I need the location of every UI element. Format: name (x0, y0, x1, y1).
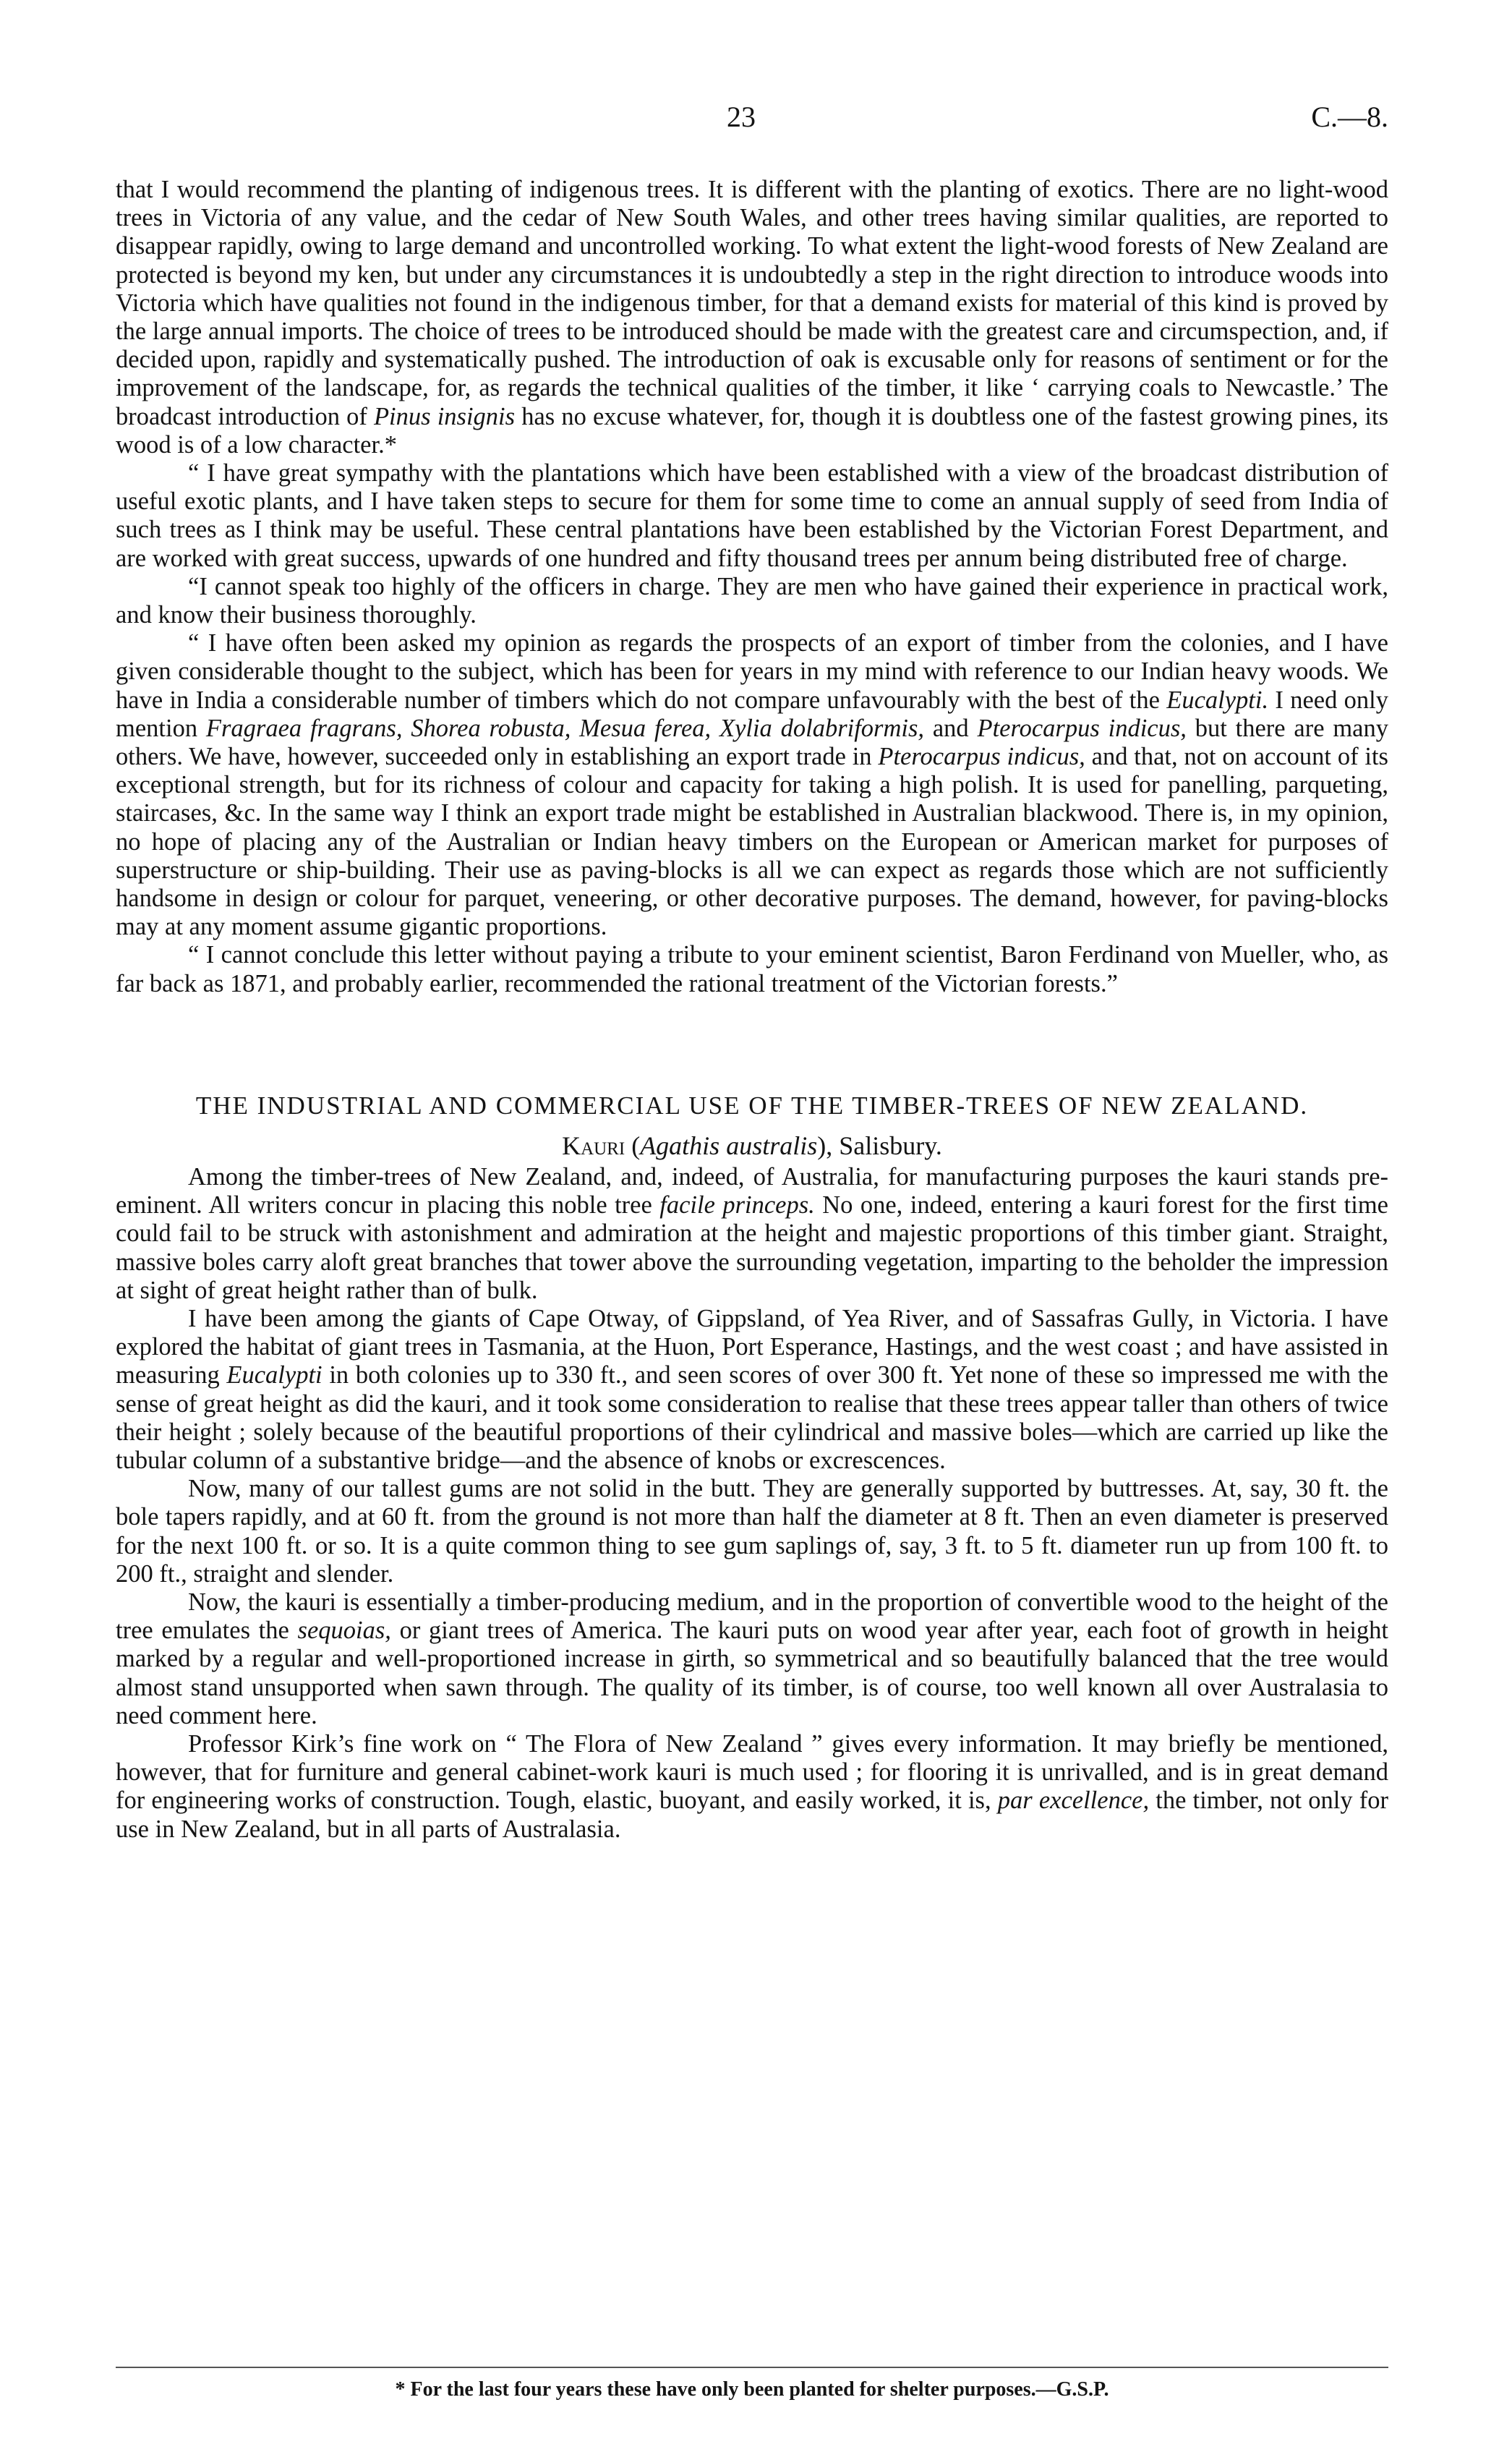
text-run: and that, not on account of its exceptional strength, but for its richness of colour and capacity for taking a high polish. It is used for panelling, parqueting, staircases, &c. In the same way I think an export trade might be established in Australian blackwood. There is, in my opinion, no hope of placing any of the Australian or Indian heavy timbers on the European or American market for purposes of superstructure or ship-building. Their use as paving-blocks is all we can expect as regards those which are not sufficiently handsome in design or colour for parquet, veneering, or other decorative purposes. The demand, however, for paving-blocks may at any moment assume gigantic proportions. (116, 743, 1388, 941)
italic-text: Pterocarpus indicus, (878, 743, 1085, 771)
italic-text: Pterocarpus indicus, (977, 714, 1187, 742)
italic-text: facile princeps. (659, 1191, 815, 1219)
paragraph (116, 1475, 1388, 1588)
text-run: or giant trees of America. The kauri puts on wood year after year, each foot of growth in height marked by a regular and well-proportioned increase in girth, so symmetrical and so beautifully balanced that the tree would almost stand unsupported when sawn through. The quality of its timber, is of course, too well known all over Australasia to need comment here. (116, 1617, 1389, 1729)
subtitle-tree-name: Kauri (562, 1131, 625, 1160)
text-run: that I would recommend the planting of indigenous trees. It is different with the planting of exotics. There are no light-wood trees in Victoria of any value, and the cedar of New South Wales, and other trees having similar qualities, are reported to disappear rapidly, owing to large demand and uncontrolled working. To what extent the light-wood forests of New Zealand are protected is beyond my ken, but under any circumstances it is undoubtedly a step in the right direction to introduce woods into Victoria which have qualities not found in the indigenous timber, for that a demand exists for material of this kind is proved by the large annual imports. The choice of trees to be introduced should be made with the greatest care and circumspection, and, if decided upon, rapidly and systematically pushed. The introduction of oak is excusable only for reasons of sentiment or for the improvement of the landscape, for, as regards the technical qualities of the timber, it like ‘ carrying coals to Newcastle.’ The broadcast introduction of (116, 176, 1388, 430)
kauri-article (116, 1163, 1388, 1844)
paragraph (116, 459, 1388, 573)
italic-text: par excellence, (997, 1787, 1150, 1815)
body-text (116, 176, 1388, 1844)
footnote-rule (116, 2367, 1388, 2368)
document-reference: C.—8. (1311, 101, 1388, 133)
text-run: “ I have great sympathy with the plantations which have been established with a view of the broadcast distribution of useful exotic plants, and I have taken steps to secure for them for some time to come an annual supply of seed from India of such trees as I think may be useful. These central plantations have been established by the Victorian Forest Department, and are worked with great success, upwards of one hundred and fifty thousand trees per annum being distributed free of charge. (116, 459, 1388, 572)
paragraph (116, 629, 1388, 941)
italic-text: Eucalypti (226, 1361, 323, 1389)
subtitle-author: Salisbury. (839, 1131, 942, 1160)
text-run: and (924, 714, 978, 742)
text-run: but there are many others. We have, however, succeeded only in establishing an export trade in (116, 714, 1388, 771)
text-run: Among the timber-trees of New Zealand, and, indeed, of Australia, for manufacturing purposes the kauri stands pre-eminent. All writers concur in placing this noble tree (116, 1162, 1388, 1219)
italic-text: Eucalypti. (1166, 686, 1269, 714)
italic-text: Fragraea fragrans, Shorea robusta, Mesua ferea, Xylia dolabriformis, (205, 714, 925, 742)
text-run: “ I have often been asked my opinion as regards the prospects of an export of timber from the colonies, and I have given considerable thought to the subject, which has been for years in my mind with reference to our Indian heavy woods. We have in India a considerable number of timbers which do not compare unfavourably with the best of the (116, 629, 1388, 714)
page-header (116, 100, 1388, 143)
footnote: * For the last four years these have only been planted for shelter purposes.—G.S.P. (395, 2378, 1109, 2401)
paragraph (116, 176, 1388, 459)
text-run: “I cannot speak too highly of the officers in charge. They are men who have gained their experience in practical work, and know their business thoroughly. (116, 572, 1388, 629)
section-title: THE INDUSTRIAL AND COMMERCIAL USE OF THE TIMBER-TREES OF NEW ZEALAND. (195, 1091, 1309, 1120)
section-subtitle: Kauri (Agathis australis), Salisbury. (562, 1131, 942, 1160)
text-run: Professor Kirk’s fine work on “ The Flora of New Zealand ” gives every information. It may briefly be mentioned, however, that for furniture and general cabinet-work kauri is much used ; for flooring it is unrivalled, and is in great demand for engineering works of construction. Tough, elastic, buoyant, and easily worked, it is, (116, 1729, 1388, 1815)
text-run: Now, many of our tallest gums are not solid in the butt. They are generally supported by buttresses. At, say, 30 ft. the bole tapers rapidly, and at 60 ft. from the ground is not more than half the diameter at 8 ft. Then an even diameter is preserved for the next 100 ft. or so. It is a quite common thing to see gum saplings of, say, 3 ft. to 5 ft. diameter run up from 100 ft. to 200 ft., straight and slender. (116, 1475, 1388, 1588)
subtitle-latin-name: Agathis australis (640, 1131, 818, 1160)
text-run: the timber, not only for use in New Zealand, but in all parts of Australasia. (116, 1787, 1388, 1843)
paragraph (116, 573, 1388, 629)
paragraph (116, 1730, 1388, 1844)
letter-continuation (116, 176, 1388, 998)
text-run: “ I cannot conclude this letter without paying a tribute to your eminent scientist, Baron Ferdinand von Mueller, who, as far back as 1871, and probably earlier, recommended the rational treatment of the Victorian forests.” (116, 941, 1388, 997)
page-number: 23 (727, 101, 756, 133)
text-run: I have been among the giants of Cape Otway, of Gippsland, of Yea River, and of Sassafras Gully, in Victoria. I have explored the habitat of giant trees in Tasmania, at the Huon, Port Esperance, Hastings, and the west coast ; and have assisted in measuring (116, 1304, 1388, 1389)
italic-text: Pinus insignis (373, 402, 516, 430)
paragraph (116, 1305, 1388, 1475)
text-run: Now, the kauri is essentially a timber-producing medium, and in the proportion of convertible wood to the height of the tree emulates the (116, 1588, 1388, 1645)
paragraph (116, 941, 1388, 997)
text-run: No one, indeed, entering a kauri forest for the first time could fail to be struck with astonishment and admiration at the height and majestic proportions of this timber giant. Straight, massive boles carry aloft great branches that tower above the surrounding vegetation, imparting to the beholder the impression at sight of great height rather than of bulk. (116, 1191, 1388, 1304)
text-run: has no excuse whatever, for, though it is doubtless one of the fastest growing pines, its wood is of a low character.* (116, 402, 1388, 459)
paragraph (116, 1163, 1388, 1305)
text-run: in both colonies up to 330 ft., and seen scores of over 300 ft. Yet none of these so impressed me with the sense of great height as did the kauri, and it took some consideration to realise that these trees appear taller than others of twice their height ; solely because of the beautiful proportions of their cylindrical and massive boles—which are carried up like the tubular column of a substantive bridge—and the absence of knobs or excrescences. (116, 1361, 1388, 1474)
paragraph (116, 1588, 1388, 1730)
italic-text: sequoias, (297, 1617, 391, 1645)
text-run: I need only mention (116, 686, 1388, 742)
